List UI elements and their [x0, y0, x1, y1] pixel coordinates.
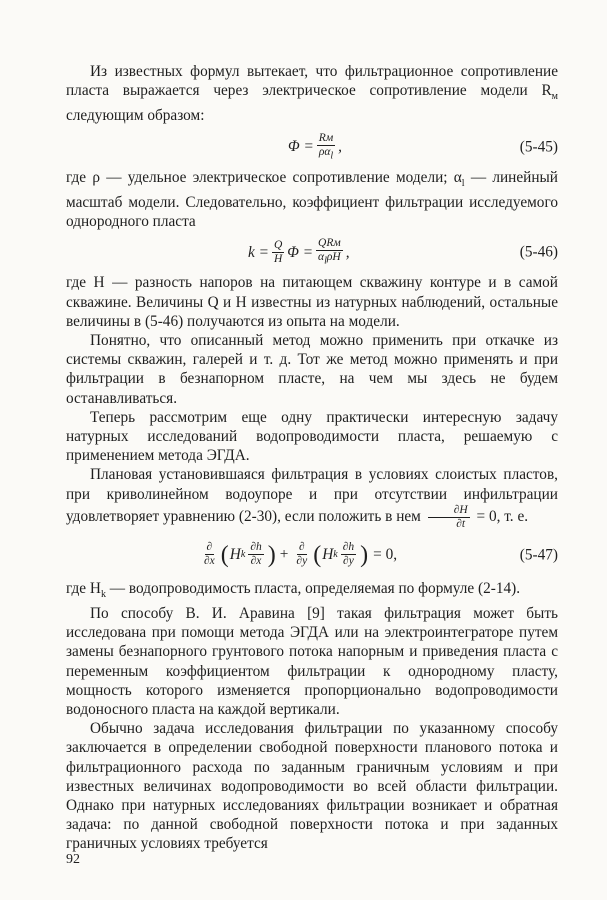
equation-comma: ,	[338, 138, 342, 156]
paragraph-5: Теперь рассмотрим еще одну практически интересную задачу натурных исследований водопроводимости пласта, решаемую с применением метода ЭГДА.	[66, 408, 558, 465]
body-text	[66, 62, 558, 854]
subscript: l	[461, 177, 465, 189]
paragraph-text: следующим образом:	[66, 107, 205, 125]
paragraph-6	[66, 465, 558, 530]
paragraph-text: Плановая установившаяся фильтрация в условиях слоистых пластов, при криволинейном водоупоре и при отсутствии инфильтрации удовлетворяет уравнению (2-30), если положить в нем	[66, 466, 558, 525]
equation-rhs: = 0,	[373, 546, 398, 564]
fraction-numerator: ∂H	[428, 504, 470, 518]
paragraph-text: = 0, т. е.	[472, 507, 529, 525]
equation-number: (5-47)	[519, 546, 558, 564]
equation-lhs: k =	[248, 243, 269, 261]
paragraph-1	[66, 62, 558, 126]
paragraph-8: По способу В. И. Аравина [9] такая фильтрация может быть исследована при помощи метода ЭГДА или на электроинтеграторе путем замены безнапорного грунтового потока напорным и приведения пласта с переменным коэффициентом фильтрации к однородному пласту, мощность которого изменяется пропорционально водопроводимости водоносного пласта на каждой вертикали.	[66, 605, 558, 719]
paragraph-2	[66, 168, 558, 232]
fraction-numerator: QRм	[318, 237, 341, 250]
fraction	[317, 132, 335, 162]
fraction-denominator: H	[273, 252, 283, 265]
fraction-numerator: Q	[273, 238, 283, 251]
paragraph-text: — линейный масштаб модели. Следовательно, коэффициент фильтрации исследуемого однородного пласта	[66, 168, 558, 231]
fraction: $\frac{\partial}{\partial y}$	[296, 541, 308, 568]
equation-5-46	[66, 231, 558, 273]
fraction-denominator: $\alpha_l\rho H$	[318, 251, 341, 267]
equation-number: (5-45)	[519, 138, 558, 156]
paragraph-text: где ρ — удельное электрическое сопротивление модели; α	[66, 168, 462, 186]
paragraph-text: где H	[66, 579, 101, 597]
equation-middle: Φ =	[287, 243, 314, 261]
paragraph-text: — водопроводимость пласта, определяемая по формуле (2-14).	[105, 579, 521, 597]
inline-fraction-dh-dt	[428, 504, 470, 531]
fraction	[316, 237, 343, 267]
page-number: 92	[66, 852, 80, 867]
paragraph-3: где H — разность напоров на питающем скважину контуре и в самой скважине. Величины Q и H известны из натурных наблюдений, остальные величины в (5-46) получаются из опыта на модели.	[66, 274, 558, 330]
equation-comma: ,	[345, 243, 350, 261]
fraction-denominator: ∂t	[456, 517, 466, 530]
equation-lhs: Φ =	[288, 138, 314, 156]
fraction: $\frac{\partial h}{\partial y}$	[342, 541, 355, 568]
fraction: $\frac{\partial h}{\partial x}$	[250, 541, 262, 568]
equation-5-47: $\frac{\partial}{\partial x}$ ( H k $\frac{\partial h}{\partial x}$ ) + $\frac{\partial}{\partial y}$ ( H k $\frac{\partial h}{\partial y}$ ) = 0, (5-47)	[204, 541, 558, 568]
fraction-denominator: $\rho\alpha_l$	[318, 145, 334, 161]
paragraph-text: Из известных формул вытекает, что фильтрационное сопротивление пласта выражается через электрическое сопротивление модели R	[66, 63, 558, 100]
paragraph-4: Понятно, что описанный метод можно применить при откачке из системы скважин, галерей и т. д. Тот же метод можно применять и при фильтрации в безнапорном пласте, на чем мы здесь не будем останавливаться.	[66, 331, 558, 407]
subscript: k	[100, 588, 106, 600]
equation-5-45	[66, 126, 558, 168]
fraction	[272, 239, 284, 266]
fraction-numerator: Rм	[318, 131, 334, 144]
paragraph-9: Обычно задача исследования фильтрации по указанному способу заключается в определении свободной поверхности планового потока и фильтрационного расхода по заданным граничным условиям и при известных величинах водопроводимости во всей области фильтрации. Однако при натурных исследованиях фильтрации возникает и обратная задача: по данной свободной поверхности потока и при заданных граничных условиях требуется	[66, 720, 558, 853]
fraction: $\frac{\partial}{\partial x}$	[204, 541, 215, 568]
equation-number: (5-46)	[519, 243, 558, 261]
paragraph-7	[66, 579, 558, 604]
subscript: м	[551, 91, 558, 103]
